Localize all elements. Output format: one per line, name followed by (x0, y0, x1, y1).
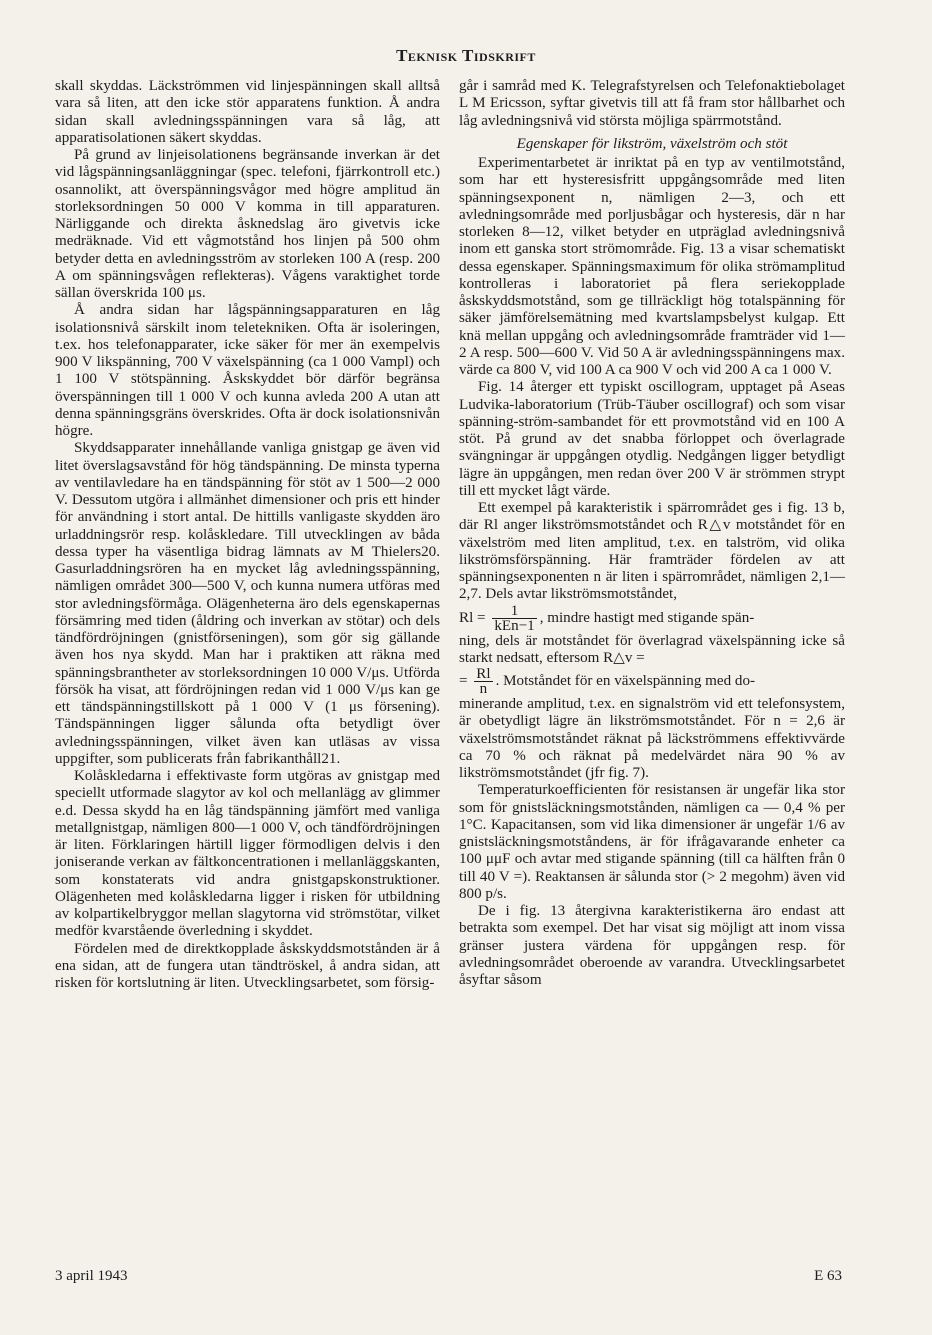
equation-fraction (492, 604, 536, 633)
equation-tail: , mindre hastigt med stigande spän- (539, 609, 755, 626)
fraction-denominator: kEn−1 (494, 617, 535, 634)
paragraph: Fig. 14 återger ett typiskt oscillogram, upptaget på Aseas Ludvika-laboratorium (Trüb-Täuber oscillograf) och som visar spänning-ström-sambandet för ett provmotstånd vid en 100 A stöt. På grund av det snabba förloppet och överlagrade svängningar är uppgången otydlig. Nedgången ligger betydligt lägre än uppgången, men redan över 200 V är strömmen strypt till ett mycket lågt värde. (459, 379, 845, 499)
equation-fraction (474, 667, 492, 696)
left-column (55, 78, 440, 992)
equation-line (459, 604, 845, 633)
journal-header: Teknisk Tidskrift (396, 46, 536, 65)
paragraph: minerande amplitud, t.ex. en signalström vid ett telefonsystem, är obetydligt lägre än likströmsmotståndet. För n = 2,6 är växelströmsmotståndet räknat på läckströmmens effektivvärde ca 70 % och räknat på medelvärdet nära 90 % av likströmsmotståndet (jfr fig. 7). (459, 696, 845, 781)
right-column (459, 78, 845, 989)
equation-tail: . Motståndet för en växelspänning med do- (495, 672, 756, 689)
paragraph: Skyddsapparater innehållande vanliga gnistgap ge även vid litet överslagsavstånd för hög tändspänning. De minsta typerna av ventilavledare ha en tändspänning för stöt av 1 500—2 000 V. Dessutom utgöra i allmänhet dimensioner och pris ett hinder för användning i stort antal. De hittills vanligaste skydden äro urladdningsrör resp. kolåskledare. Till utvecklingen av båda dessa typer ha väsentliga bidrag lämnats av M Thielers20. Gasurladdningsrören ha en mycket låg avledningsspänning, nämligen området 300—500 V, och kunna numera utföras med stor avledningsförmåga. Olägenheterna äro dels egenskapernas försämring med tiden (åldring och inverkan av stötar) och dels tändfördröjningen (gnistförseningen), som gör sig gällande även hos nya skydd. Man har i praktiken att räkna med spänningsbrantheter av storleksordningen 10 000 V/μs. Utförda försök ha visat, att fördröjningen redan vid 1 000 V/μs kan ge ett tändspänningstillskott på 1 000 V (1 μs försening). Tändspänningen ligger sålunda ofta betydligt över avledningsspänningen, vilket även kan utläsas av vissa uppgifter, som publicerats från fabrikanthåll21. (55, 440, 440, 767)
paragraph: De i fig. 13 återgivna karakteristikerna äro endast att betrakta som exempel. Det har visat sig möjligt att inom vissa gränser justera värdena för uppgången resp. för avledningsområdet oberoende av varandra. Utvecklingsarbetet åsyftar såsom (459, 903, 845, 988)
paragraph: Experimentarbetet är inriktat på en typ av ventilmotstånd, som har ett hysteresisfritt uppgångsområde med liten spänningsexponent n, nämligen 2—3, och ett avledningsområde med porljusbågar och hysteresis, där n har storleken 8—12, vilket betyder en utpräglad avledningsnivå inom ett ganska stort strömområde. Fig. 13 a visar schematiskt dessa egenskaper. Spänningsmaximum för olika strömamplitud kontrolleras i laboratoriet på flera seriekopplade åskskyddsmotstånd, som ge tillräckligt hög totalspänning för säker jämförelsemätning med kvartslampsbelyst kulgap. Ett knä mellan uppgång och avledningsområde framträder vid 1—2 A resp. 500—600 V. Vid 50 A är avledningsspänningens max. värde ca 800 V, vid 100 A ca 900 V och vid 200 A ca 1 000 V. (459, 155, 845, 378)
section-heading: Egenskaper för likström, växelström och stöt (516, 135, 788, 152)
paragraph: Fördelen med de direktkopplade åskskyddsmotstånden är å ena sidan, att de fungera utan tändtröskel, å andra sidan, att risken för kortslutning är liten. Utvecklingsarbetet, som försig- (55, 940, 440, 991)
paragraph: går i samråd med K. Telegrafstyrelsen och Telefonaktiebolaget L M Ericsson, syftar givetvis till att få fram stor hållbarhet och låg avledningsnivå vid största möjliga spärrmotstånd. (459, 78, 845, 129)
equation-lhs: = (459, 672, 468, 689)
paragraph: På grund av linjeisolationens begränsande inverkan är det vid lågspänningsanläggningar (spec. telefoni, fjärrkontroll etc.) osannolikt, att överspänningsvågor med högre amplitud än storleksordningen 50 000 V komma in till apparaturen. Närliggande och direkta åsknedslag äro givetvis icke medräknade. Vid ett vågmotstånd hos linjen på 500 ohm betyder detta en avledningsström av storleken 100 A (resp. 200 A om spänningsvågen reflekteras). Vågens varaktighet torde sällan överskrida 100 μs. (55, 147, 440, 301)
issue-date: 3 april 1943 (55, 1268, 128, 1284)
paragraph: Ett exempel på karakteristik i spärrområdet ges i fig. 13 b, där Rl anger likströmsmotståndet och R△v motståndet för en växelström med liten amplitud, t.ex. en talström, vid olika likströmsförspänning. Här framträder fördelen av att spänningsexponenten n är liten i spärrområdet, nämligen 2,1—2,7. Dels avtar likströmsmotståndet, (459, 500, 845, 603)
equation-line (459, 667, 845, 696)
fraction-numerator: Rl (476, 666, 491, 682)
paragraph: ning, dels är motståndet för överlagrad växelspänning icke så starkt nedsatt, eftersom R△v = (459, 632, 845, 666)
page-number: E 63 (814, 1268, 842, 1284)
fraction-numerator: 1 (492, 604, 536, 619)
fraction-denominator: n (479, 681, 488, 697)
paragraph: Temperaturkoefficienten för resistansen är ungefär lika stor som för gnistsläckningsmotstånden, nämligen ca — 0,4 % per 1°C. Kapacitansen, som vid lika dimensioner är ungefär 1/6 av gnistsläckningsmotståndens, är för ifrågavarande enheter ca 100 μμF och avtar med stigande spänning (till ca hälften från 0 till 40 V =). Reaktansen är sålunda stor (> 2 megohm) även vid 800 p/s. (459, 782, 845, 902)
equation-lhs: Rl = (459, 609, 486, 626)
paragraph: Å andra sidan har lågspänningsapparaturen en låg isolationsnivå särskilt inom teletekniken. Ofta är isoleringen, t.ex. hos telefonapparater, icke säker för mer än exempelvis 900 V likspänning, 700 V växelspänning (ca 1 000 Vampl) och 1 100 V stötspänning. Åskskyddet bör därför begränsa överspänningen till 1 000 V och kunna avleda 200 A utan att denna spänningsgräns överskrides. Ofta är dock isolationsnivån högre. (55, 302, 440, 439)
paragraph: Kolåskledarna i effektivaste form utgöras av gnistgap med speciellt utformade slagytor av kol och mellanlägg av glimmer e.d. Dessa skydd ha en låg tändspänning jämfört med vanliga metallgnistgap, nämligen 800—1 000 V, och tändfördröjningen är liten. Förklaringen härtill ligger förmodligen delvis i den joniserande verkan av fältkoncentrationen i mellanläggskanten, som konstaterats vid andra gnistgapskonstruktioner. Olägenheten med kolåskledarna ligger i risken för utbildning av kolpartikelbryggor mellan slagytorna vid strömstötar, vilket medför kvarstående överledning i skyddet. (55, 768, 440, 940)
paragraph: skall skyddas. Läckströmmen vid linjespänningen skall alltså vara så liten, att den icke stör apparatens funktion. Å andra sidan skall avledningsspänningen vara så låg, att apparatisolationen säkert skyddas. (55, 78, 440, 146)
